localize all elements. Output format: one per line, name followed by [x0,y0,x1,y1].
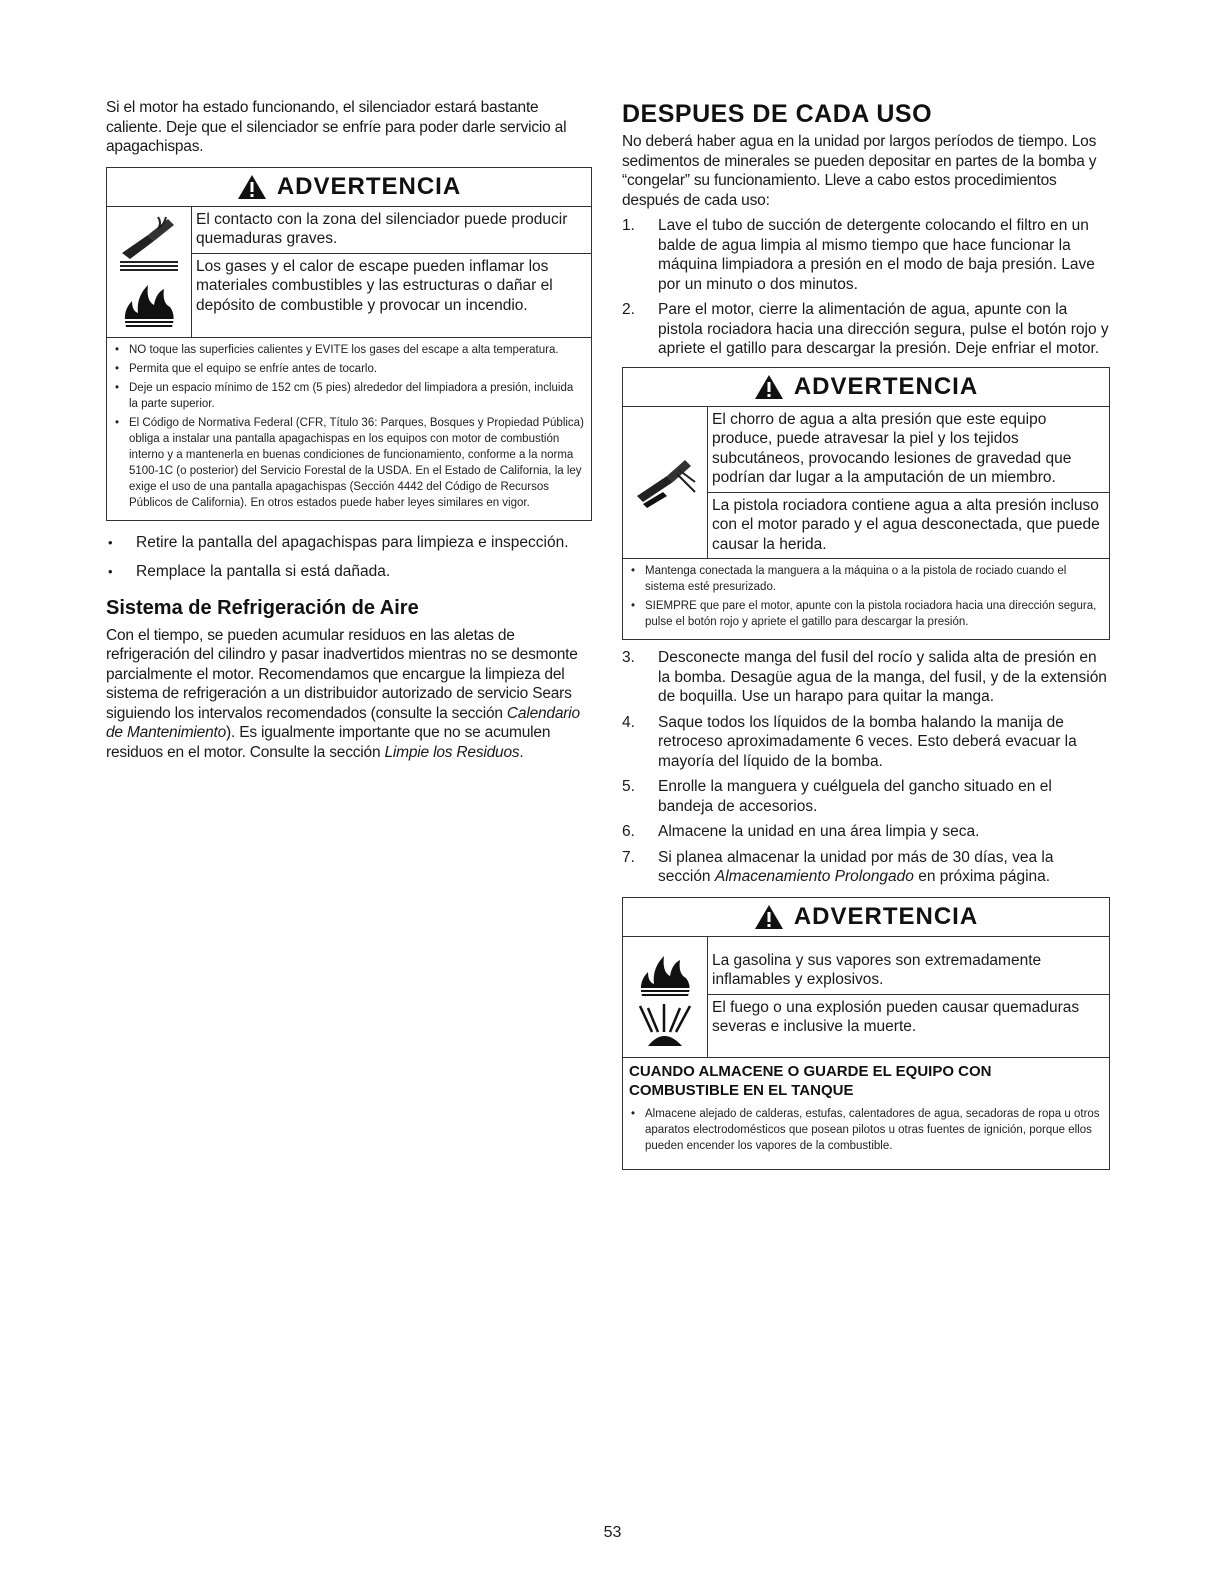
step-text: Saque todos los líquidos de la bomba halando la manija de retroceso aproximadamente 6 veces. Esto deberá evacuar la mayoría del líquido de la bomba. [658,713,1077,770]
cooling-paragraph [106,626,592,763]
cooling-text-a: Con el tiempo, se pueden acumular residuos en las aletas de refrigeración del cilindro y pasar inadvertidos mientras no se desmonte parcialmente el motor. Recomendamos que encargue la limpieza del sistema de refrigeración a un distribuidor autorizado de servicio Sears siguiendo los intervalos recomendados (consulte la sección [106,626,578,722]
warning-icons [623,937,708,1057]
explosion-icon [634,1002,696,1050]
warning-bullet: • Permita que el equipo se enfríe antes de tocarlo. [113,361,585,377]
fire-icon [118,271,180,331]
steps-list [622,648,1110,887]
warning-body [107,207,591,338]
warning-icons [623,407,708,559]
fuel-storage-subheading: CUANDO ALMACENE O GUARDE EL EQUIPO CON COMBUSTIBLE EN EL TANQUE [629,1062,992,1099]
list-item [622,848,1110,887]
step-number: 3. [622,649,635,666]
spark-arrester-bullets [106,533,592,582]
warning-texts [708,407,1109,559]
warning-texts [192,207,591,337]
step-text: Pare el motor, cierre la alimentación de agua, apunte con la pistola rociadora hacia una dirección segura, pulse el botón rojo y apriete el gatillo para descargar la presión. Deje enfriar el motor. [658,301,1109,357]
warning-text: El fuego o una explosión pueden causar quemaduras severas e inclusive la muerte. [708,994,1109,1057]
list-item [622,777,1110,816]
cooling-text-c: . [519,743,524,761]
warning-icons [107,207,192,337]
warning-body [623,937,1109,1058]
warning-bullet: • El Código de Normativa Federal (CFR, Título 36: Parques, Bosques y Propiedad Pública) obliga a instalar una pantalla apagachispas en los equipos con motor de combustión interno y a mantenerla en buenas condiciones de funcionamiento, conforme a la norma 5100-1C (o posterior) del Servicio Forestal de la USDA. En el Estado de California, la ley exige el uso de una pantalla apagachispas (Sección 4442 del Código de Recursos Públicos de California). En otros estados puede haber leyes similares en vigor. [113,415,585,511]
list-item [622,822,1110,842]
warning-text: Los gases y el calor de escape pueden inflamar los materiales combustibles y las estructuras o dañar el depósito de combustible y provocar un incendio. [192,253,591,320]
list-item [622,300,1110,359]
steps-list [622,216,1110,359]
warning-triangle-icon [754,904,784,930]
warning-bullet: • Mantenga conectada la manguera a la máquina o a la pistola de rociado cuando el sistema esté presurizado. [629,563,1103,595]
prolonged-storage-reference: Almacenamiento Prolongado [714,868,914,885]
warning-bullet: • Deje un espacio mínimo de 152 cm (5 pies) alrededor del limpiadora a presión, incluida la parte superior. [113,380,585,412]
warning-header [623,898,1109,937]
warning-header [107,168,591,207]
warning-bullet-list [107,338,591,520]
warning-texts [708,937,1109,1057]
list-item [622,713,1110,772]
warning-box-high-pressure [622,367,1110,641]
warning-bullet-list [623,559,1109,639]
warning-text: El chorro de agua a alta presión que este equipo produce, puede atravesar la piel y los tejidos subcutáneos, provocando lesiones de gravedad que podrían dar lugar a la amputación de un miembro. [712,410,1072,486]
warning-text: La gasolina y sus vapores son extremadamente inflamables y explosivos. [712,951,1042,988]
left-column [106,98,592,762]
list-item: • Retire la pantalla del apagachispas para limpieza e inspección. [106,533,592,553]
step-number: 6. [622,823,635,840]
maintenance-schedule-reference: Calendario de Mantenimiento [106,704,580,741]
warning-header [623,368,1109,407]
section-heading-cooling: Sistema de Refrigeración de Aire [106,596,419,619]
step-number: 4. [622,713,635,731]
step-number: 7. [622,848,635,866]
warning-triangle-icon [754,374,784,400]
right-column [622,100,1110,1170]
warning-box-fuel [622,897,1110,1170]
step-number: 1. [622,217,635,234]
injection-hazard-icon [633,452,697,512]
warning-title: ADVERTENCIA [793,902,979,930]
cooling-text-b: ). Es igualmente importante que no se acumulen residuos en el motor. Consulte la sección [106,724,551,761]
warning-box-muffler [106,167,592,521]
warning-triangle-icon [237,174,267,200]
list-item: • Remplace la pantalla si está dañada. [106,562,592,582]
section-title-after-use: DESPUES DE CADA USO [622,100,933,128]
hot-surface-icon [118,213,180,271]
step-text: Almacene la unidad en una área limpia y seca. [658,823,980,840]
list-item [622,648,1110,707]
fire-icon [634,944,696,1000]
warning-title: ADVERTENCIA [793,372,979,400]
after-use-intro: No deberá haber agua en la unidad por largos períodos de tiempo. Los sedimentos de minerales se pueden depositar en partes de la bomba y “congelar” su funcionamiento. Lleve a cabo estos procedimientos después de cada uso: [622,133,1097,209]
warning-body [623,407,1109,560]
step-text: Si planea almacenar la unidad por más de 30 días, vea la sección [658,848,1054,885]
warning-bullet: • Almacene alejado de calderas, estufas, calentadores de agua, secadoras de ropa u otros aparatos electrodomésticos que posean pilotos u otras fuentes de ignición, porque ellos pueden encender los vapores de la combustible. [629,1106,1103,1154]
clean-debris-reference: Limpie los Residuos [384,743,520,761]
intro-paragraph: Si el motor ha estado funcionando, el silenciador estará bastante caliente. Deje que el silenciador se enfríe para poder darle servicio al apagachispas. [106,99,567,155]
step-number: 5. [622,778,635,795]
warning-text: La pistola rociadora contiene agua a alta presión incluso con el motor parado y el agua desconectada, que puede causar la herida. [708,492,1109,559]
step-text: Enrolle la manguera y cuélguela del gancho situado en el bandeja de accesorios. [658,778,1052,815]
page-number: 53 [603,1524,622,1541]
step-text: Lave el tubo de succión de detergente colocando el filtro en un balde de agua limpia al mismo tiempo que hace funcionar la máquina limpiadora a presión en el modo de baja presión. Lave por un minuto o dos minutos. [658,217,1095,293]
warning-bullet-list [623,1102,1109,1169]
warning-bullet: • SIEMPRE que pare el motor, apunte con la pistola rociadora hacia una dirección segura, pulse el botón rojo y apriete el gatillo para descargar la presión. [629,598,1103,630]
list-item [622,216,1110,294]
warning-title: ADVERTENCIA [276,172,462,200]
step-text: en próxima página. [913,868,1051,885]
warning-bullet: • NO toque las superficies calientes y EVITE los gases del escape a alta temperatura. [113,342,585,358]
step-text: Desconecte manga del fusil del rocío y salida alta de presión en la bomba. Desagüe agua de la manga, del fusil, y de la extensión de boquilla. Use un harapo para quitar la manga. [658,649,1107,705]
step-number: 2. [622,301,635,318]
warning-text: El contacto con la zona del silenciador puede producir quemaduras graves. [196,210,568,247]
